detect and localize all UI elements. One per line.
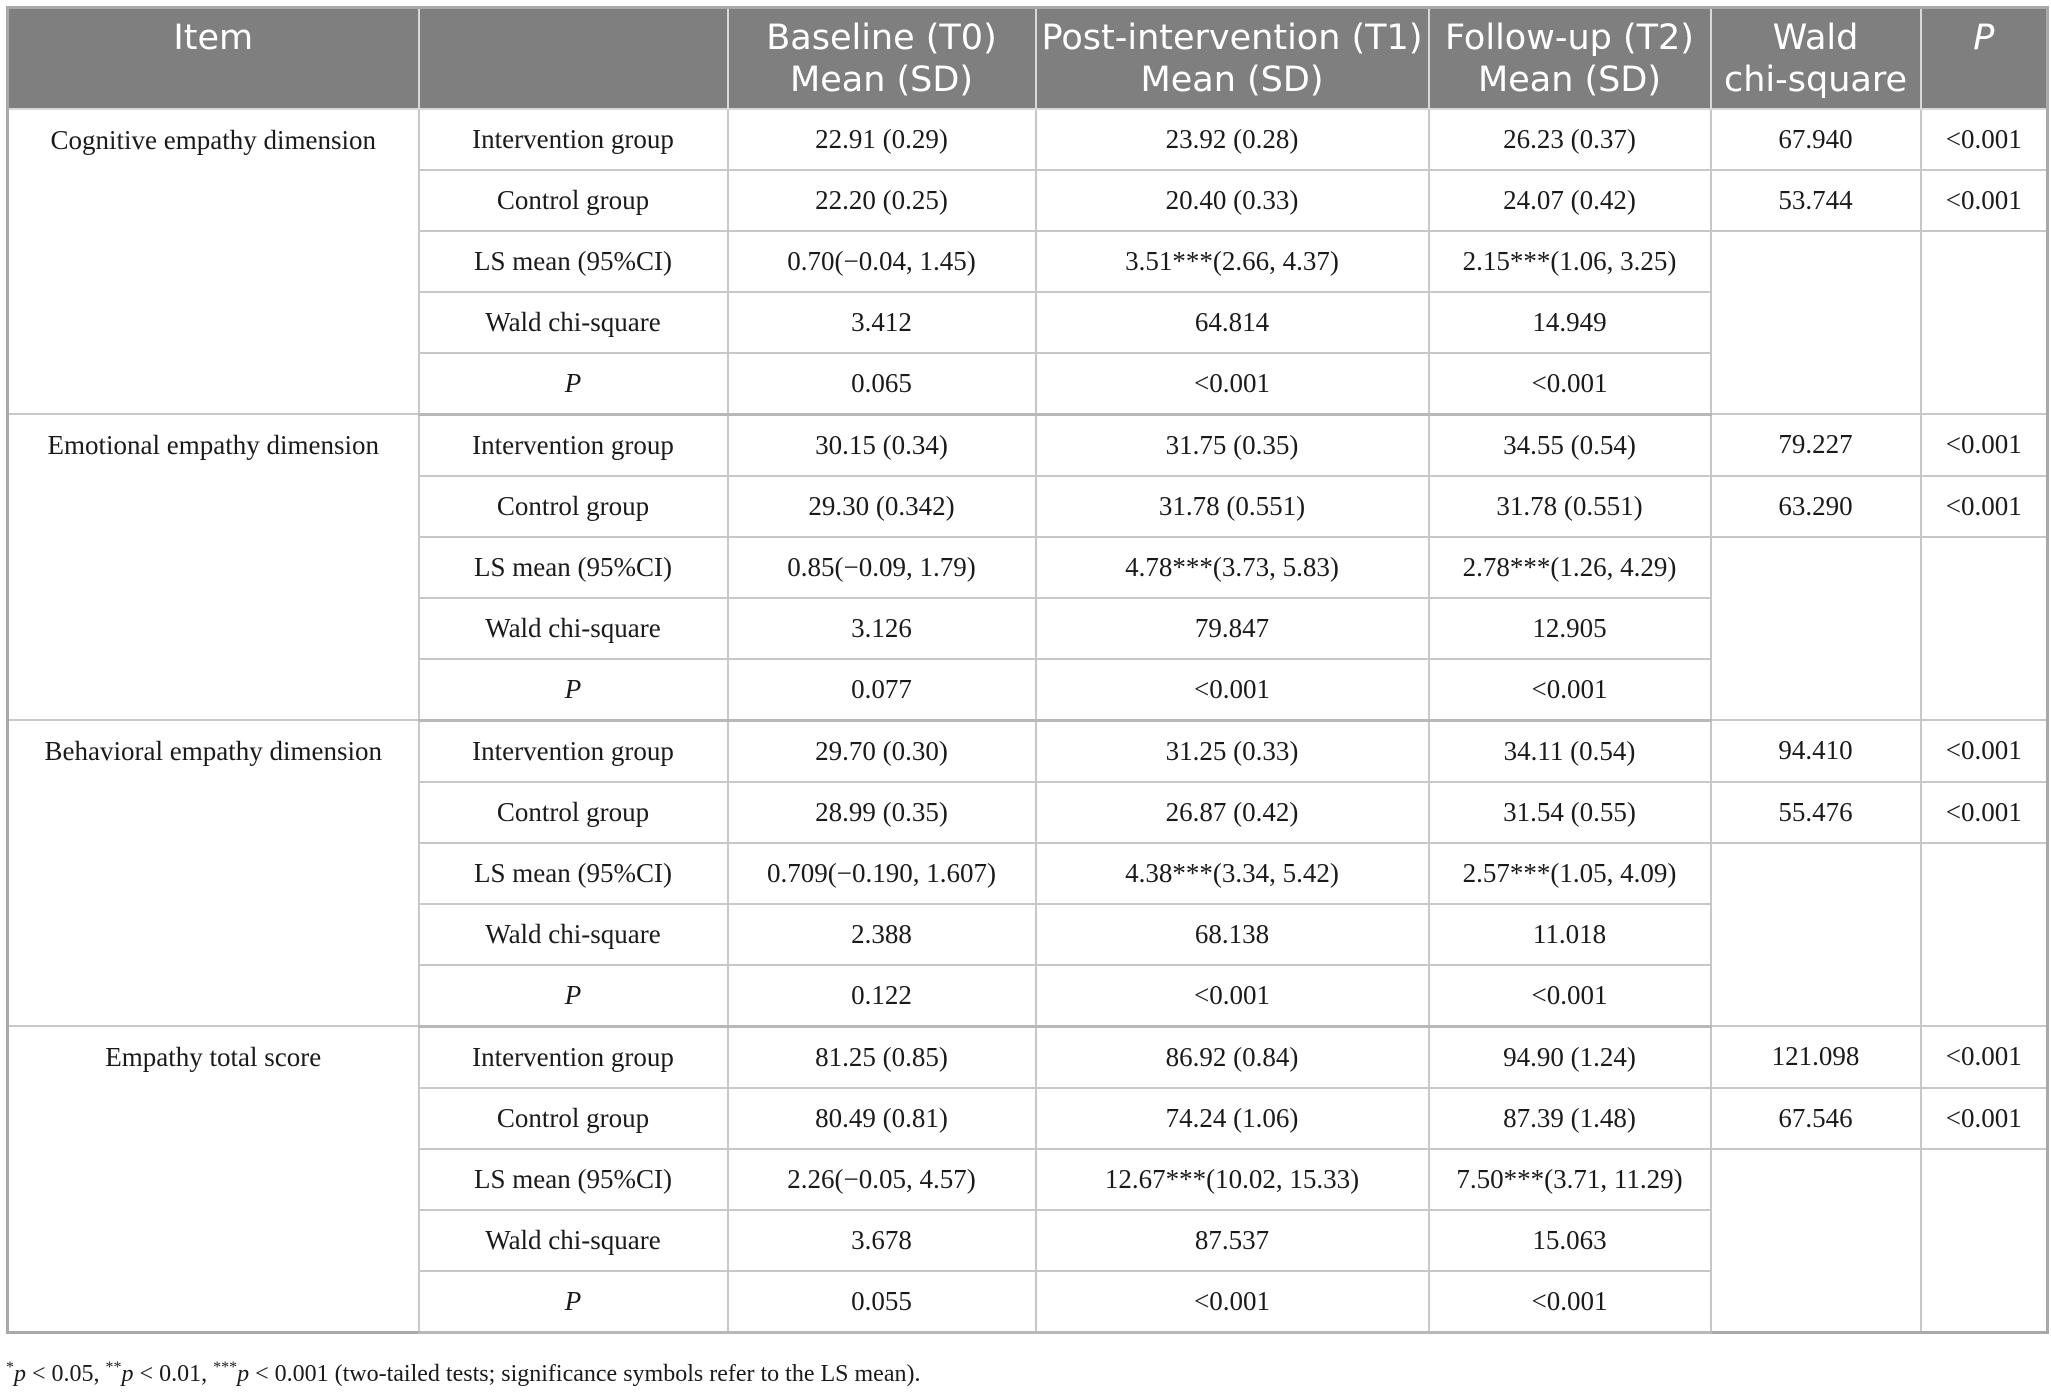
results-table: [6, 6, 2049, 1334]
item-cell: Behavioral empathy dimension: [8, 720, 419, 1026]
baseline-cell: 0.077: [728, 659, 1036, 721]
p-value-cell-empty: [1921, 231, 2048, 415]
footnote-text1: < 0.05,: [26, 1361, 106, 1387]
row-label-cell: LS mean (95%CI): [419, 1149, 728, 1210]
row-label-cell: Wald chi-square: [419, 1210, 728, 1271]
follow-up-cell: 34.11 (0.54): [1429, 720, 1711, 782]
header-follow-line2: Mean (SD): [1478, 60, 1661, 100]
row-label-cell: Intervention group: [419, 414, 728, 476]
follow-up-cell: <0.001: [1429, 353, 1711, 415]
baseline-cell: 0.122: [728, 965, 1036, 1027]
footnote-sig3: ***: [213, 1359, 238, 1376]
post-intervention-cell: 31.25 (0.33): [1036, 720, 1429, 782]
table-row: [8, 1026, 2048, 1088]
baseline-cell: 81.25 (0.85): [728, 1026, 1036, 1088]
p-value-cell-empty: [1921, 537, 2048, 721]
header-row-label: [419, 8, 728, 109]
follow-up-cell: 2.78***(1.26, 4.29): [1429, 537, 1711, 598]
table-footnote: [6, 1359, 920, 1388]
post-intervention-cell: 79.847: [1036, 598, 1429, 659]
baseline-cell: 29.30 (0.342): [728, 476, 1036, 537]
row-label-cell: LS mean (95%CI): [419, 843, 728, 904]
p-value-cell: <0.001: [1921, 720, 2048, 782]
baseline-cell: 2.26(−0.05, 4.57): [728, 1149, 1036, 1210]
baseline-cell: 28.99 (0.35): [728, 782, 1036, 843]
table-row: [8, 720, 2048, 782]
wald-cell: 67.940: [1711, 109, 1921, 170]
follow-up-cell: 26.23 (0.37): [1429, 109, 1711, 170]
row-label-cell: LS mean (95%CI): [419, 537, 728, 598]
header-baseline-line2: Mean (SD): [790, 60, 973, 100]
footnote-text3: < 0.001 (two-tailed tests; significance symbols refer to the LS mean).: [249, 1361, 921, 1387]
row-label-cell: Control group: [419, 170, 728, 231]
row-label-cell: Control group: [419, 1088, 728, 1149]
row-label-cell: Intervention group: [419, 109, 728, 170]
header-p: [1921, 8, 2048, 109]
header-wald-line2: chi-square: [1723, 60, 1907, 100]
post-intervention-cell: 3.51***(2.66, 4.37): [1036, 231, 1429, 292]
post-intervention-cell: 31.78 (0.551): [1036, 476, 1429, 537]
post-intervention-cell: 26.87 (0.42): [1036, 782, 1429, 843]
follow-up-cell: <0.001: [1429, 965, 1711, 1027]
wald-cell-empty: [1711, 843, 1921, 1027]
row-label-cell: LS mean (95%CI): [419, 231, 728, 292]
header-item-line1: Item: [173, 18, 254, 58]
post-intervention-cell: 64.814: [1036, 292, 1429, 353]
post-intervention-cell: <0.001: [1036, 353, 1429, 415]
post-intervention-cell: 23.92 (0.28): [1036, 109, 1429, 170]
follow-up-cell: 12.905: [1429, 598, 1711, 659]
row-label-cell: P: [419, 1271, 728, 1333]
follow-up-cell: 31.78 (0.551): [1429, 476, 1711, 537]
row-label-cell: Control group: [419, 476, 728, 537]
post-intervention-cell: 12.67***(10.02, 15.33): [1036, 1149, 1429, 1210]
wald-cell: 121.098: [1711, 1026, 1921, 1088]
follow-up-cell: 2.15***(1.06, 3.25): [1429, 231, 1711, 292]
post-intervention-cell: 87.537: [1036, 1210, 1429, 1271]
post-intervention-cell: 74.24 (1.06): [1036, 1088, 1429, 1149]
wald-cell: 67.546: [1711, 1088, 1921, 1149]
follow-up-cell: 31.54 (0.55): [1429, 782, 1711, 843]
follow-up-cell: 94.90 (1.24): [1429, 1026, 1711, 1088]
p-value-cell: <0.001: [1921, 476, 2048, 537]
post-intervention-cell: 68.138: [1036, 904, 1429, 965]
baseline-cell: 80.49 (0.81): [728, 1088, 1036, 1149]
header-baseline-line1: Baseline (T0): [766, 18, 997, 58]
wald-cell-empty: [1711, 1149, 1921, 1333]
item-cell: Cognitive empathy dimension: [8, 109, 419, 415]
row-label-cell: P: [419, 353, 728, 415]
header-p-line1: P: [1973, 18, 1995, 58]
baseline-cell: 30.15 (0.34): [728, 414, 1036, 476]
post-intervention-cell: <0.001: [1036, 659, 1429, 721]
follow-up-cell: 2.57***(1.05, 4.09): [1429, 843, 1711, 904]
follow-up-cell: 87.39 (1.48): [1429, 1088, 1711, 1149]
wald-cell: 79.227: [1711, 414, 1921, 476]
table-body: [8, 109, 2048, 1333]
baseline-cell: 22.20 (0.25): [728, 170, 1036, 231]
baseline-cell: 22.91 (0.29): [728, 109, 1036, 170]
baseline-cell: 29.70 (0.30): [728, 720, 1036, 782]
p-value-cell: <0.001: [1921, 170, 2048, 231]
row-label-cell: Intervention group: [419, 720, 728, 782]
post-intervention-cell: 20.40 (0.33): [1036, 170, 1429, 231]
follow-up-cell: 34.55 (0.54): [1429, 414, 1711, 476]
footnote-p2: p: [121, 1361, 134, 1387]
header-wald: [1711, 8, 1921, 109]
header-row: [8, 8, 2048, 109]
table-row: [8, 414, 2048, 476]
header-post-line1: Post-intervention (T1): [1041, 18, 1423, 58]
post-intervention-cell: 31.75 (0.35): [1036, 414, 1429, 476]
follow-up-cell: <0.001: [1429, 659, 1711, 721]
header-post-intervention: [1036, 8, 1429, 109]
baseline-cell: 0.055: [728, 1271, 1036, 1333]
item-cell: Emotional empathy dimension: [8, 414, 419, 720]
header-wald-line1: Wald: [1772, 18, 1859, 58]
post-intervention-cell: <0.001: [1036, 1271, 1429, 1333]
footnote-p1: p: [14, 1361, 26, 1387]
row-label-cell: Control group: [419, 782, 728, 843]
header-follow-up: [1429, 8, 1711, 109]
wald-cell-empty: [1711, 537, 1921, 721]
baseline-cell: 2.388: [728, 904, 1036, 965]
post-intervention-cell: <0.001: [1036, 965, 1429, 1027]
post-intervention-cell: 86.92 (0.84): [1036, 1026, 1429, 1088]
footnote-sig2: **: [105, 1359, 122, 1376]
p-value-cell-empty: [1921, 843, 2048, 1027]
follow-up-cell: 7.50***(3.71, 11.29): [1429, 1149, 1711, 1210]
p-value-cell: <0.001: [1921, 414, 2048, 476]
footnote-sig1: *: [6, 1359, 14, 1376]
baseline-cell: 3.412: [728, 292, 1036, 353]
row-label-cell: P: [419, 659, 728, 721]
results-table-container: [6, 6, 2046, 1334]
baseline-cell: 3.126: [728, 598, 1036, 659]
row-label-cell: Wald chi-square: [419, 292, 728, 353]
row-label-cell: Wald chi-square: [419, 598, 728, 659]
table-row: [8, 109, 2048, 170]
p-value-cell: <0.001: [1921, 1088, 2048, 1149]
baseline-cell: 3.678: [728, 1210, 1036, 1271]
p-value-cell: <0.001: [1921, 1026, 2048, 1088]
p-value-cell-empty: [1921, 1149, 2048, 1333]
row-label-cell: Wald chi-square: [419, 904, 728, 965]
follow-up-cell: 15.063: [1429, 1210, 1711, 1271]
baseline-cell: 0.065: [728, 353, 1036, 415]
baseline-cell: 0.70(−0.04, 1.45): [728, 231, 1036, 292]
follow-up-cell: 14.949: [1429, 292, 1711, 353]
follow-up-cell: <0.001: [1429, 1271, 1711, 1333]
follow-up-cell: 24.07 (0.42): [1429, 170, 1711, 231]
follow-up-cell: 11.018: [1429, 904, 1711, 965]
row-label-cell: P: [419, 965, 728, 1027]
post-intervention-cell: 4.38***(3.34, 5.42): [1036, 843, 1429, 904]
baseline-cell: 0.709(−0.190, 1.607): [728, 843, 1036, 904]
header-baseline: [728, 8, 1036, 109]
wald-cell: 55.476: [1711, 782, 1921, 843]
header-post-line2: Mean (SD): [1140, 60, 1324, 100]
wald-cell: 53.744: [1711, 170, 1921, 231]
header-follow-line1: Follow-up (T2): [1445, 18, 1694, 58]
wald-cell: 63.290: [1711, 476, 1921, 537]
post-intervention-cell: 4.78***(3.73, 5.83): [1036, 537, 1429, 598]
item-cell: Empathy total score: [8, 1026, 419, 1332]
row-label-cell: Intervention group: [419, 1026, 728, 1088]
baseline-cell: 0.85(−0.09, 1.79): [728, 537, 1036, 598]
p-value-cell: <0.001: [1921, 109, 2048, 170]
p-value-cell: <0.001: [1921, 782, 2048, 843]
header-item: [8, 8, 419, 109]
footnote-p3: p: [237, 1361, 250, 1387]
footnote-text2: < 0.01,: [133, 1361, 214, 1387]
wald-cell-empty: [1711, 231, 1921, 415]
wald-cell: 94.410: [1711, 720, 1921, 782]
